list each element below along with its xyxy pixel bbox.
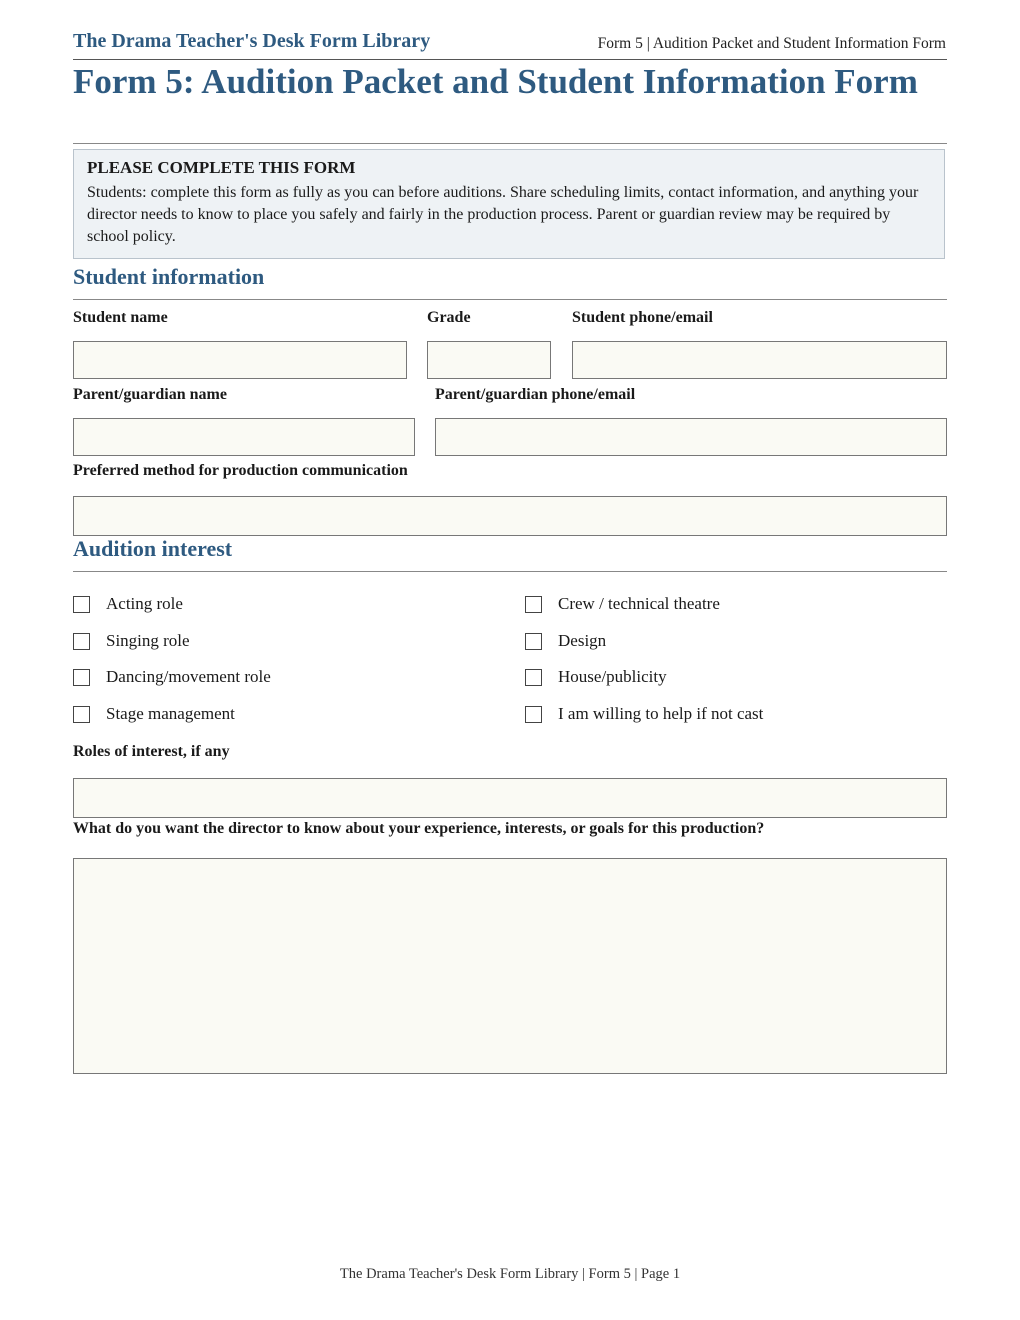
section-divider xyxy=(73,299,947,300)
checkbox-label: Design xyxy=(558,631,607,650)
student-contact-label: Student phone/email xyxy=(572,309,713,326)
checkbox-label: I am willing to help if not cast xyxy=(558,704,764,723)
student-name-label: Student name xyxy=(73,309,168,326)
checkbox-icon[interactable] xyxy=(525,706,542,723)
form-reference: Form 5 | Audition Packet and Student Information Form xyxy=(597,35,946,52)
page-title: Form 5: Audition Packet and Student Information Form xyxy=(73,62,918,101)
checkbox-label: Singing role xyxy=(106,631,190,650)
checkbox-acting-role[interactable] xyxy=(73,594,183,614)
page-footer: The Drama Teacher's Desk Form Library | Form 5 | Page 1 xyxy=(339,1266,681,1282)
section-divider xyxy=(73,571,947,572)
checkbox-willing-to-help[interactable] xyxy=(525,704,763,724)
title-divider xyxy=(73,143,947,144)
instructions-box xyxy=(73,149,945,259)
checkbox-icon[interactable] xyxy=(73,596,90,613)
comm-method-label: Preferred method for production communication xyxy=(73,462,408,479)
instructions-text: Students: complete this form as fully as you can before auditions. Share scheduling limits, contact information, and anything your director needs to know to place you safely and fairly in the production process. Parent or guardian review may be required by school policy. xyxy=(87,184,919,245)
guardian-contact-field[interactable] xyxy=(435,418,947,456)
guardian-name-field[interactable] xyxy=(73,418,415,456)
experience-label: What do you want the director to know about your experience, interests, or goals for this production? xyxy=(73,820,765,837)
guardian-contact-label: Parent/guardian phone/email xyxy=(435,386,636,403)
checkbox-design[interactable] xyxy=(525,631,606,651)
grade-label: Grade xyxy=(427,309,471,326)
checkbox-singing-role[interactable] xyxy=(73,631,190,651)
checkbox-label: Acting role xyxy=(106,594,183,613)
library-name: The Drama Teacher's Desk Form Library xyxy=(73,30,431,52)
checkbox-house-publicity[interactable] xyxy=(525,667,667,687)
section-title-audition-interest: Audition interest xyxy=(73,536,233,561)
checkbox-icon[interactable] xyxy=(73,706,90,723)
checkbox-icon[interactable] xyxy=(525,669,542,686)
checkbox-label: Crew / technical theatre xyxy=(558,594,720,613)
checkbox-crew-technical-theatre[interactable] xyxy=(525,594,720,614)
header-divider xyxy=(73,59,947,60)
comm-method-field[interactable] xyxy=(73,496,947,536)
section-title-student-information: Student information xyxy=(73,264,265,289)
checkbox-icon[interactable] xyxy=(525,633,542,650)
grade-field[interactable] xyxy=(427,341,551,379)
roles-of-interest-label: Roles of interest, if any xyxy=(73,743,230,760)
checkbox-icon[interactable] xyxy=(73,669,90,686)
checkbox-label: Dancing/movement role xyxy=(106,667,271,686)
checkbox-icon[interactable] xyxy=(525,596,542,613)
checkbox-icon[interactable] xyxy=(73,633,90,650)
instructions-heading: PLEASE COMPLETE THIS FORM xyxy=(87,158,356,177)
guardian-name-label: Parent/guardian name xyxy=(73,386,227,403)
experience-textarea[interactable] xyxy=(73,858,947,1074)
checkbox-label: Stage management xyxy=(106,704,235,723)
checkbox-label: House/publicity xyxy=(558,667,667,686)
checkbox-dancing-movement-role[interactable] xyxy=(73,667,271,687)
student-name-field[interactable] xyxy=(73,341,407,379)
student-contact-field[interactable] xyxy=(572,341,947,379)
roles-of-interest-field[interactable] xyxy=(73,778,947,818)
checkbox-stage-management[interactable] xyxy=(73,704,235,724)
